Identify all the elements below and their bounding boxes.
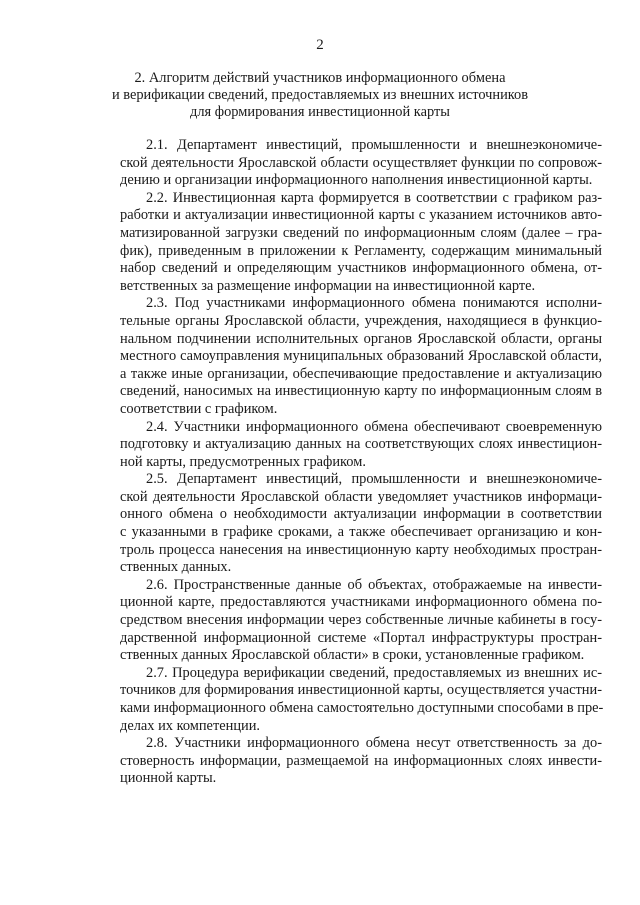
paragraph-1: [120, 137, 602, 190]
paragraph-line: тельные органы Ярославской области, учреждения, находящиеся в функцио-: [120, 312, 602, 329]
paragraph-line: делах их компетенции.: [120, 717, 261, 734]
paragraph-line: ками информационного обмена самостоятельно доступными способами в пре-: [120, 700, 604, 716]
paragraph-line: ской деятельности Ярославской области осуществляет функции по сопровож-: [120, 154, 602, 171]
paragraph-5: [120, 471, 602, 577]
paragraph-8: [120, 735, 602, 788]
paragraph-line: онного обмена о необходимости актуализации информации в соответствии: [120, 506, 602, 523]
paragraph-line: подготовку и актуализацию данных на соответствующих слоях инвестицион-: [120, 436, 602, 453]
paragraph-line: соответствии с графиком.: [120, 400, 278, 417]
paragraph-line: дению и организации информационного наполнения инвестиционной карты.: [120, 172, 593, 189]
paragraph-line: а также иные организации, обеспечивающие предоставление и актуализацию: [120, 365, 602, 382]
paragraph-line: ной карты, предусмотренных графиком.: [120, 453, 366, 470]
heading-line: и верификации сведений, предоставляемых из внешних источников: [111, 87, 529, 104]
paragraph-line: нальном подчинении исполнительных органов Ярославской области, органы: [120, 330, 602, 347]
paragraph-line: 2.4. Участники информационного обмена обеспечивают своевременную: [146, 418, 602, 435]
heading-line: для формирования инвестиционной карты: [190, 104, 450, 121]
paragraph-line: ционной карты.: [120, 770, 217, 787]
paragraph-3: [120, 295, 602, 418]
document-body: [120, 137, 602, 788]
paragraph-2: [120, 190, 602, 296]
paragraph-line: набор сведений и определяющим участников информационного обмена, от-: [120, 260, 602, 277]
paragraph-line: 2.3. Под участниками информационного обмена понимаются исполни-: [146, 295, 602, 312]
paragraph-line: матизированной загрузки сведений по информационным слоям (далее – гра-: [120, 224, 602, 241]
paragraph-4: [120, 419, 602, 472]
paragraph-line: ственных данных.: [120, 559, 232, 576]
paragraph-line: сведений, наносимых на инвестиционную карту по информационным слоям в: [120, 383, 602, 400]
paragraph-line: с указанными в графике сроками, а также обеспечивает организацию и кон-: [120, 524, 602, 541]
heading-line: 2. Алгоритм действий участников информационного обмена: [134, 70, 506, 86]
paragraph-line: дарственной информационной системе «Портал инфраструктуры простран-: [120, 629, 602, 646]
paragraph-line: ственных данных Ярославской области» в сроки, установленные графиком.: [120, 647, 585, 664]
page-number: 2: [316, 37, 324, 53]
paragraph-line: ской деятельности Ярославской области уведомляет участников информаци-: [120, 488, 602, 505]
paragraph-line: 2.7. Процедура верификации сведений, предоставляемых из внешних ис-: [146, 664, 602, 681]
paragraph-line: фик), приведенным в приложении к Регламенту, содержащим минимальный: [120, 242, 602, 259]
paragraph-6: [120, 577, 602, 665]
paragraph-line: точников для формирования инвестиционной карты, осуществляется участни-: [120, 682, 602, 699]
paragraph-line: 2.1. Департамент инвестиций, промышленности и внешнеэкономиче-: [146, 137, 602, 153]
paragraph-line: ветственных за размещение информации на инвестиционной карте.: [120, 277, 536, 294]
paragraph-line: стоверность информации, размещаемой на информационных слоях инвести-: [120, 752, 602, 769]
paragraph-line: 2.5. Департамент инвестиций, промышленности и внешнеэкономиче-: [146, 471, 602, 488]
paragraph-line: средством внесения информации через собственные личные кабинеты в госу-: [120, 612, 602, 629]
paragraph-line: работки и актуализации инвестиционной карты с указанием источников авто-: [120, 207, 602, 224]
section-heading: [110, 70, 530, 122]
paragraph-line: ционной карте, предоставляются участниками информационного обмена по-: [120, 594, 602, 611]
paragraph-line: местного самоуправления муниципальных образований Ярославской области,: [120, 348, 602, 365]
paragraph-7: [120, 665, 602, 735]
paragraph-line: троль процесса нанесения на инвестиционную карту необходимых простран-: [120, 541, 602, 558]
paragraph-line: 2.8. Участники информационного обмена несут ответственность за до-: [146, 735, 602, 752]
paragraph-line: 2.2. Инвестиционная карта формируется в соответствии с графиком раз-: [146, 189, 602, 206]
paragraph-line: 2.6. Пространственные данные об объектах, отображаемые на инвести-: [146, 576, 602, 593]
